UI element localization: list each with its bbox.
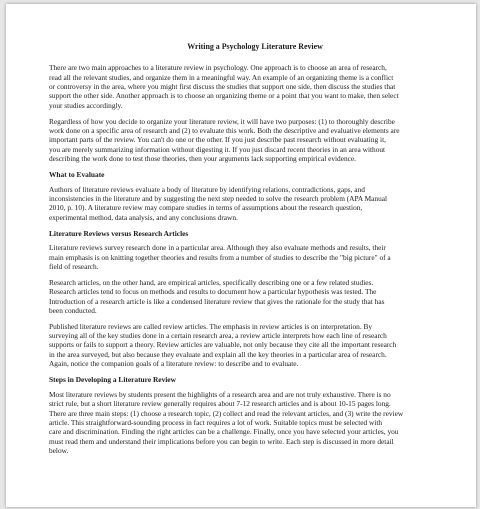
paragraph [49, 278, 461, 315]
text-line: Authors of literature reviews evaluate a body of literature by identifying relations, contradictions, gaps, and [49, 184, 365, 194]
document-title: Writing a Psychology Literature Review [187, 42, 323, 51]
text-line: inconsistencies in the literature and by suggesting the next step needed to solve the research problem (APA Manual [49, 193, 388, 203]
section-heading: Steps in Developing a Literature Review [49, 374, 176, 384]
text-line: strict rule, but a short literature review generally requires about 7-12 research articles and is about 10-15 pages long. [49, 399, 391, 409]
text-line: in the area surveyed, but also because they evaluate and explain all the key theories in a particular area of research. [49, 349, 387, 359]
text-line: There are three main steps: (1) choose a research topic, (2) collect and read the relevant articles, and (3) write the review [49, 408, 404, 418]
text-line: or controversy in the area, where you might first discuss the studies that support one side, then discuss the studies that [49, 82, 396, 92]
paragraph [49, 243, 461, 271]
document-content [49, 42, 461, 462]
text-line: support the other side. Another approach is to choose an organizing theme or a point that you want to make, then select [49, 91, 399, 101]
text-line: Literature reviews survey research done in a particular area. Although they also evaluate methods and results, their [49, 243, 386, 253]
text-line: Published literature reviews are called review articles. The emphasis in review articles is on interpretation. By [49, 321, 373, 331]
text-line: important parts of the review. You can't do one or the other. If you just describe past research without evaluating it, [49, 135, 386, 145]
text-line: Again, notice the companion goals of a literature review: to describe and to evaluate. [49, 359, 299, 369]
paragraph [49, 117, 461, 164]
text-line: Regardless of how you decide to organize your literature review, it will have two purposes: (1) to thoroughly describe [49, 116, 395, 126]
section-heading: Literature Reviews versus Research Articles [49, 228, 189, 238]
text-line: 2010, p. 10). A literature review may compare studies in terms of assumptions about the research question, [49, 203, 363, 213]
paragraph [49, 322, 461, 369]
text-line: care and discrimination. Finding the right articles can be a challenge. Finally, once you have selected your articles, you [49, 427, 399, 437]
section-heading: What to Evaluate [49, 169, 105, 179]
text-line: experimental method, data analysis, and any conclusions drawn. [49, 212, 238, 222]
text-line: must read them and understand their implications before you can begin to write. Each step is discussed in more detail [49, 436, 394, 446]
text-line: your studies accordingly. [49, 100, 123, 110]
text-line: Research articles, on the other hand, are empirical articles, specifically describing one or a few related studies. [49, 277, 374, 287]
text-line: Introduction of a research article is like a condensed literature review that gives the rationale for the study that has [49, 296, 385, 306]
text-line: field of research. [49, 262, 99, 272]
paragraph [49, 185, 461, 222]
text-line: Most literature reviews by students present the highlights of a research area and are not truly exhaustive. There is no [49, 389, 391, 399]
text-line: main emphasis is on knitting together theories and results from a number of studies to describe the "big picture" of a [49, 252, 391, 262]
text-line: article. This straightforward-sounding process in fact requires a lot of work. Suitable topics must be selected with [49, 417, 383, 427]
text-line: read all the relevant studies, and organize them in a meaningful way. An example of an organizing theme is a conflict [49, 72, 394, 82]
text-line: supports or fails to support a theory. Review articles are valuable, not only because they cite all the important research [49, 340, 397, 350]
text-line: describing the work done to test those theories, then your arguments lack supporting empirical evidence. [49, 153, 356, 163]
text-line: work done on a specific area of research and (2) to evaluate this work. Both the descriptive and evaluative elements are [49, 125, 400, 135]
text-line: surveying all of the key studies done in a certain research area, a review article interprets how each line of research [49, 331, 387, 341]
text-line: below. [49, 445, 69, 455]
text-line: been conducted. [49, 305, 97, 315]
paragraph [49, 63, 461, 110]
text-line: Research articles tend to focus on methods and results to document how a particular hypothesis was tested. The [49, 287, 377, 297]
paragraph [49, 390, 461, 455]
text-line: you are merely summarizing information without digesting it. If you just discard recent theories in an area without [49, 144, 386, 154]
document-page [6, 4, 476, 507]
text-line: There are two main approaches to a literature review in psychology. One approach is to choose an area of research, [49, 63, 387, 73]
